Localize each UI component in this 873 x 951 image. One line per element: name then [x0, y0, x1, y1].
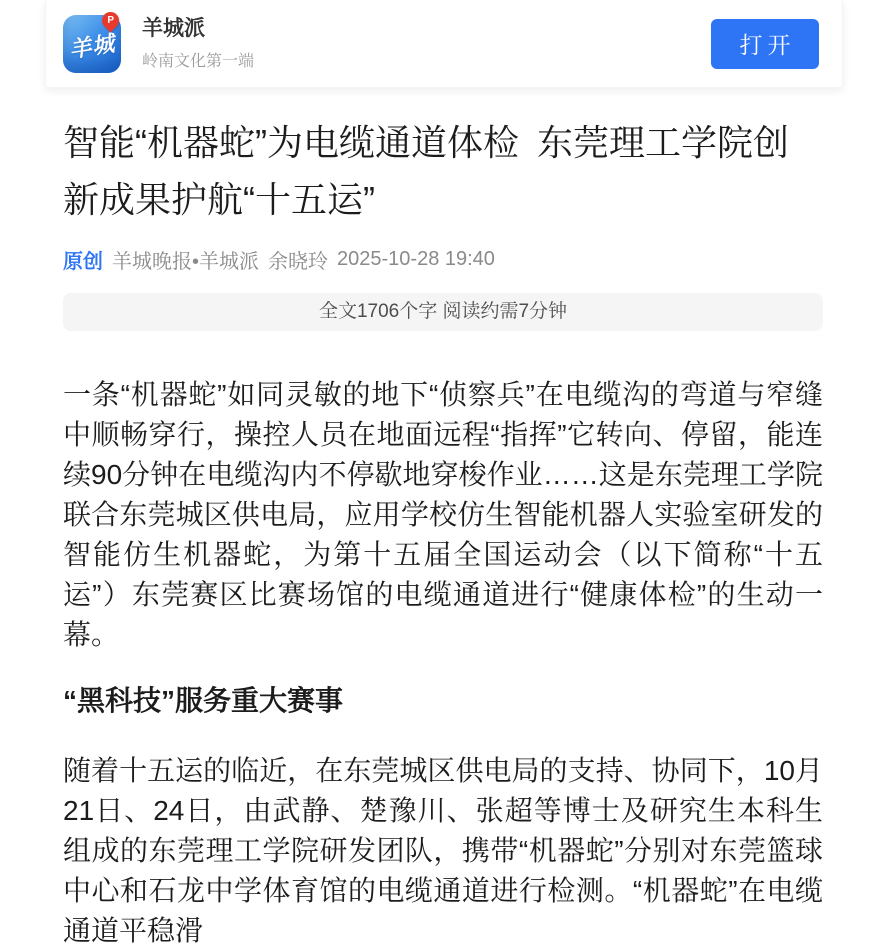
app-tagline: 岭南文化第一端	[142, 52, 255, 70]
app-info	[142, 16, 711, 70]
paragraph: 随着十五运的临近，在东莞城区供电局的支持、协同下，10月21日、24日，由武静、楚豫川、张超等博士及研究生本科生组成的东莞理工学院研发团队，携带“机器蛇”分别对东莞篮球中心和石龙中学体育馆的电缆通道进行检测。“机器蛇”在电缆通道平稳滑	[63, 755, 823, 946]
original-badge: 原创	[63, 251, 103, 273]
article-datetime: 2025-10-28 19:40	[337, 248, 495, 270]
article	[45, 114, 843, 951]
app-logo	[63, 15, 121, 73]
app-logo-text: 羊城	[67, 30, 117, 62]
app-name: 羊城派	[142, 17, 205, 41]
word-count-bar: 全文1706个字 阅读约需7分钟	[63, 293, 823, 331]
article-source: 羊城晚报•羊城派	[112, 251, 260, 273]
article-title: 智能“机器蛇”为电缆通道体检 东莞理工学院创新成果护航“十五运”	[63, 122, 789, 220]
open-app-button[interactable]: 打开	[711, 19, 819, 69]
app-banner	[45, 0, 843, 88]
paragraph: 一条“机器蛇”如同灵敏的地下“侦察兵”在电缆沟的弯道与窄缝中顺畅穿行，操控人员在地面远程“指挥”它转向、停留，能连续90分钟在电缆沟内不停歇地穿梭作业……这是东莞理工学院联合东莞城区供电局，应用学校仿生智能机器人实验室研发的智能仿生机器蛇，为第十五届全国运动会（以下简称“十五运”）东莞赛区比赛场馆的电缆通道进行“健康体检”的生动一幕。	[63, 379, 823, 650]
article-author: 余晓玲	[268, 251, 329, 273]
pin-letter: P	[107, 14, 114, 26]
section-heading: “黑科技”服务重大赛事	[63, 685, 344, 716]
article-meta	[63, 245, 823, 274]
